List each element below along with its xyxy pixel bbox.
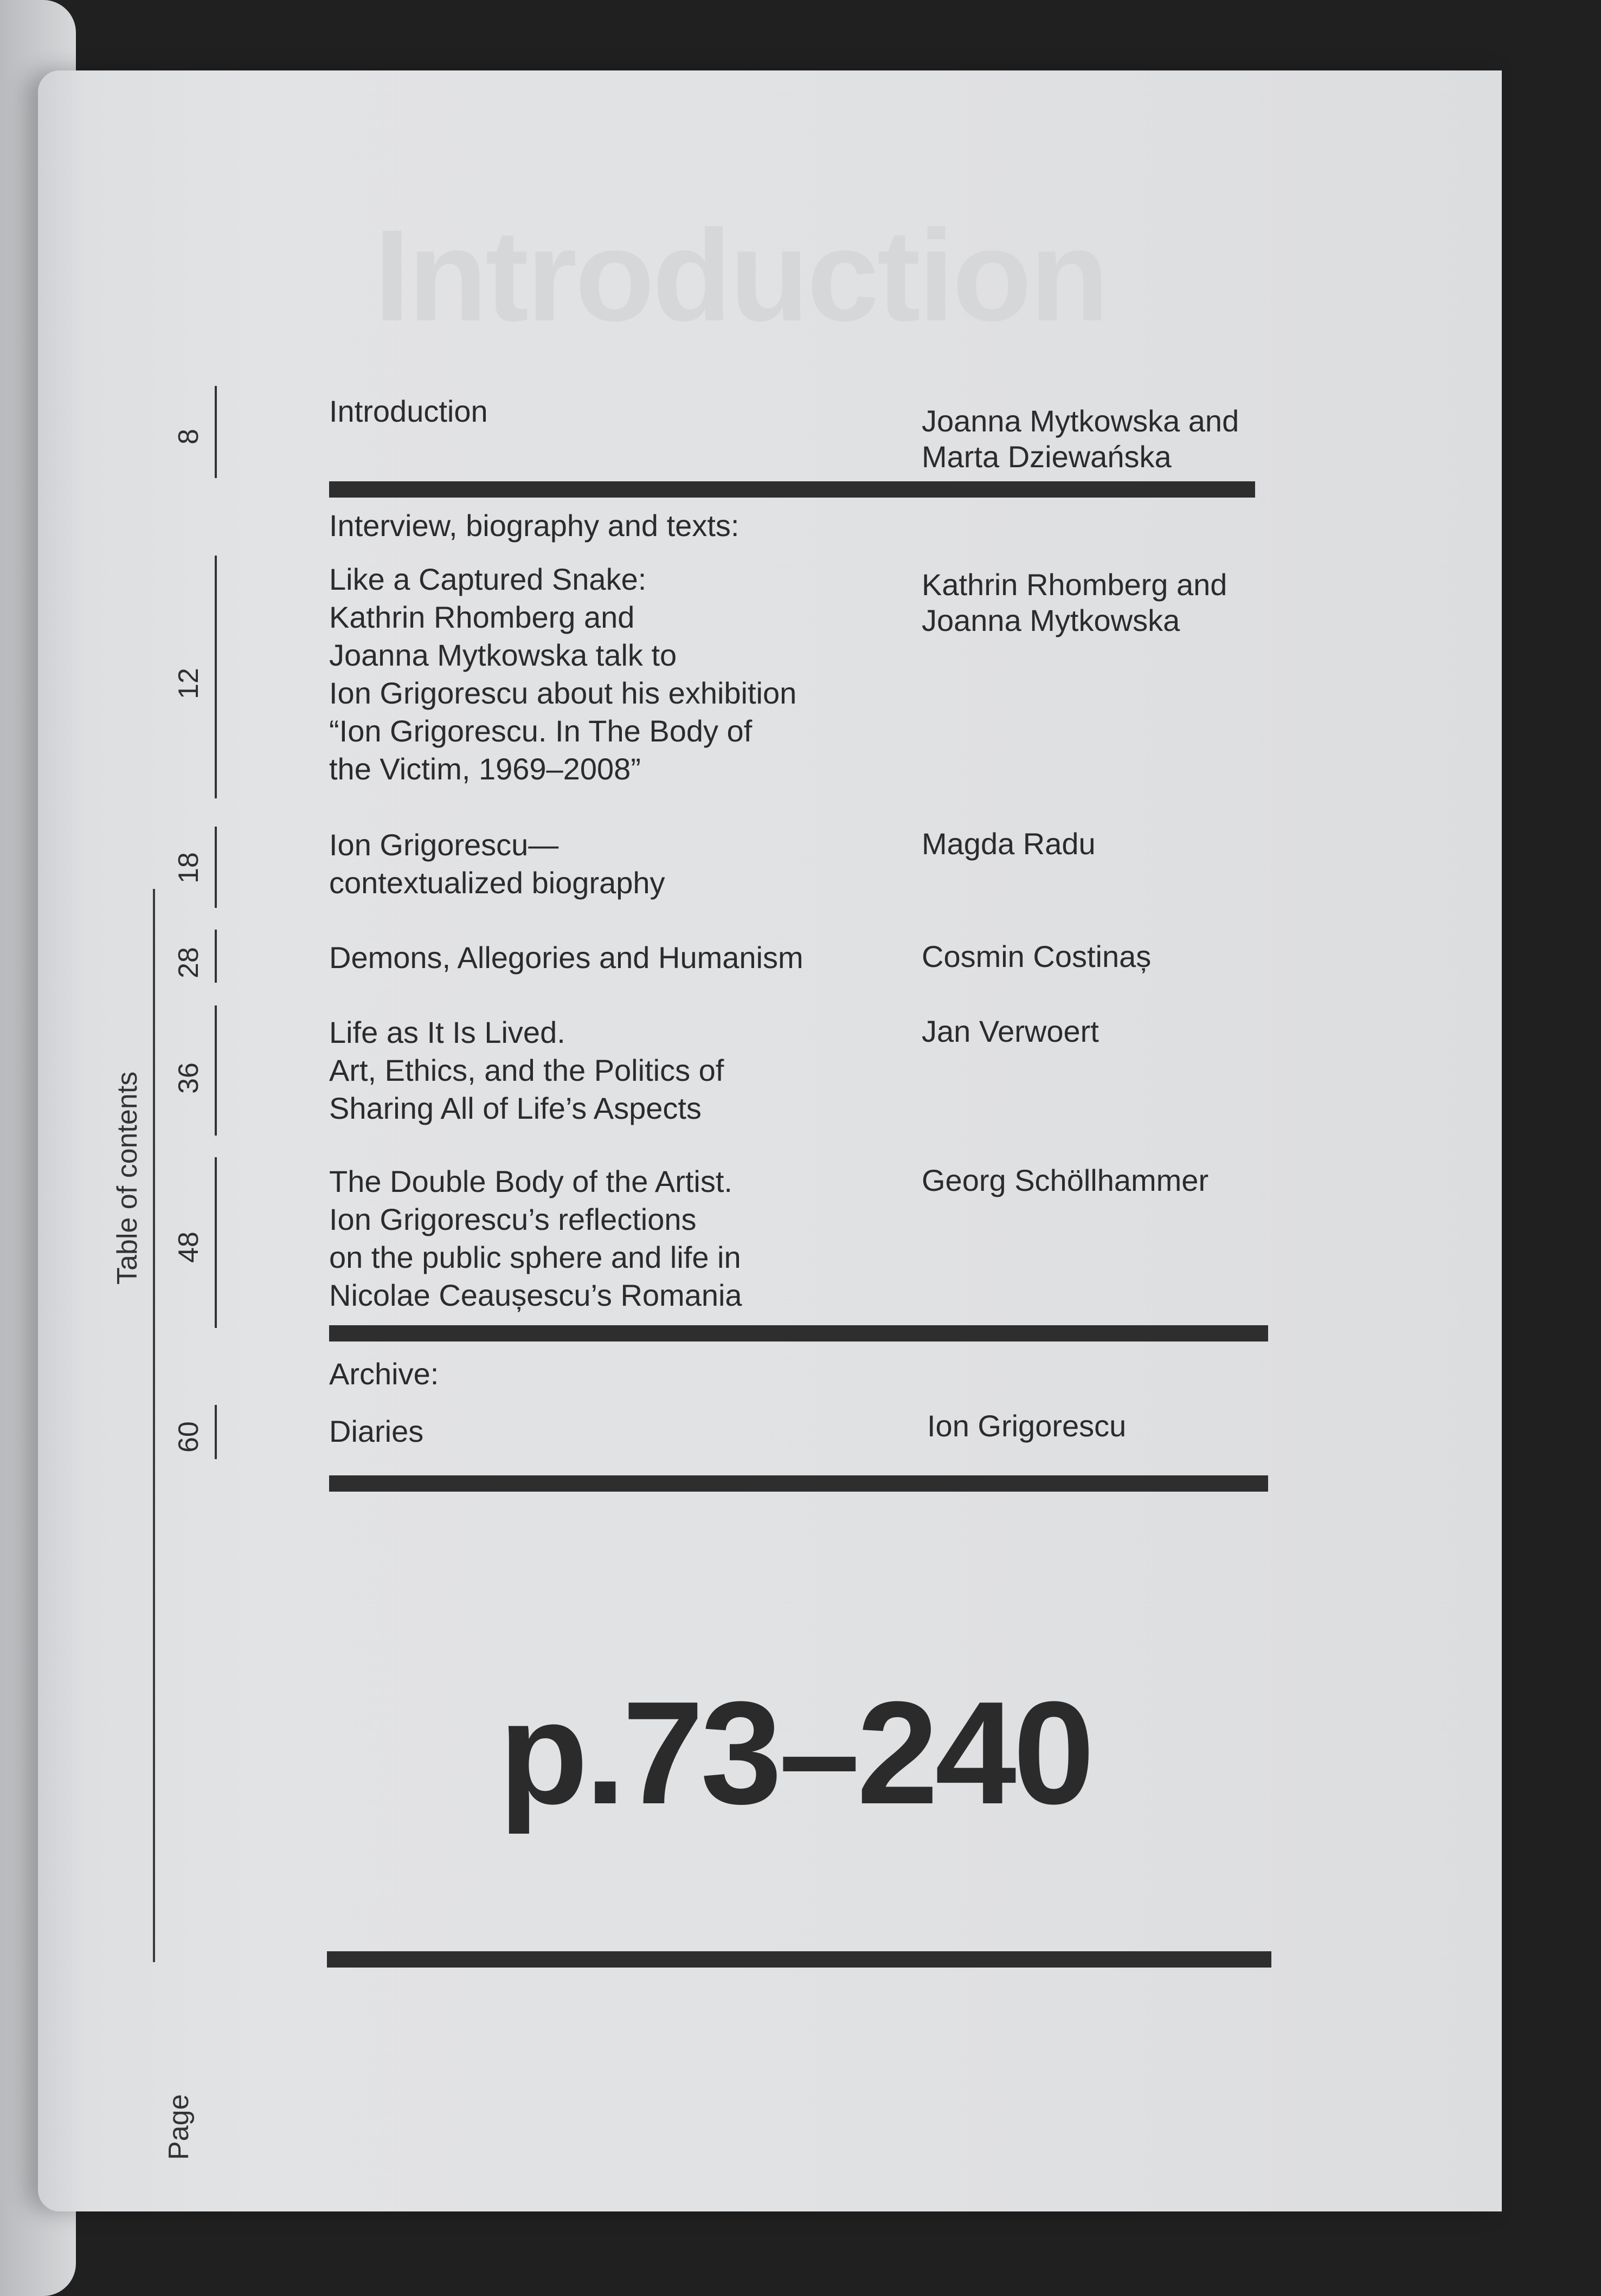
page-marker-bar [215, 386, 217, 478]
toc-entry-author: Kathrin Rhomberg and Joanna Mytkowska [922, 567, 1227, 637]
toc-entry-title: Demons, Allegories and Humanism [329, 940, 803, 975]
toc-entry-title: Introduction [329, 394, 488, 428]
section-divider [329, 481, 1255, 498]
toc-entry-title: Ion Grigorescu— contextualized biography [329, 828, 665, 900]
toc-entry-author: Ion Grigorescu [927, 1409, 1127, 1443]
toc-entry-author: Magda Radu [922, 827, 1096, 861]
section-heading: Archive: [329, 1357, 439, 1391]
toc-entry-author: Joanna Mytkowska and Marta Dziewańska [922, 404, 1239, 474]
document-page [38, 70, 1502, 2211]
toc-entry-author: Jan Verwoert [922, 1014, 1099, 1048]
bottom-divider [327, 1951, 1271, 1968]
page-marker-bar [215, 1405, 217, 1459]
page-marker-bar [215, 827, 217, 908]
page-range: p.73–240 [499, 1672, 1091, 1835]
page-marker-bar [215, 1157, 217, 1328]
toc-entry-author: Cosmin Costinaș [922, 939, 1152, 973]
section-heading: Interview, biography and texts: [329, 508, 740, 543]
left-vertical-rule [153, 889, 155, 1962]
section-divider [329, 1325, 1268, 1342]
page-marker-bar [215, 556, 217, 798]
toc-entry-title: Diaries [329, 1414, 424, 1448]
toc-entry-title: Life as It Is Lived. Art, Ethics, and the Politics of Sharing All of Life’s Aspects [329, 1015, 724, 1125]
bleed-through-heading: Introduction [374, 203, 1107, 348]
toc-entry-title: Like a Captured Snake: Kathrin Rhomberg and Joanna Mytkowska talk to Ion Grigorescu about his exhibition “Ion Grigorescu. In The Body of the Victim, 1969–2008” [329, 562, 797, 786]
section-divider [329, 1475, 1268, 1492]
toc-entry-author: Georg Schöllhammer [922, 1163, 1209, 1197]
page-marker-bar [215, 1005, 217, 1136]
toc-entry-title: The Double Body of the Artist. Ion Grigorescu’s reflections on the public sphere and life in Nicolae Ceaușescu’s Romania [329, 1164, 742, 1312]
page-marker-bar [215, 930, 217, 983]
